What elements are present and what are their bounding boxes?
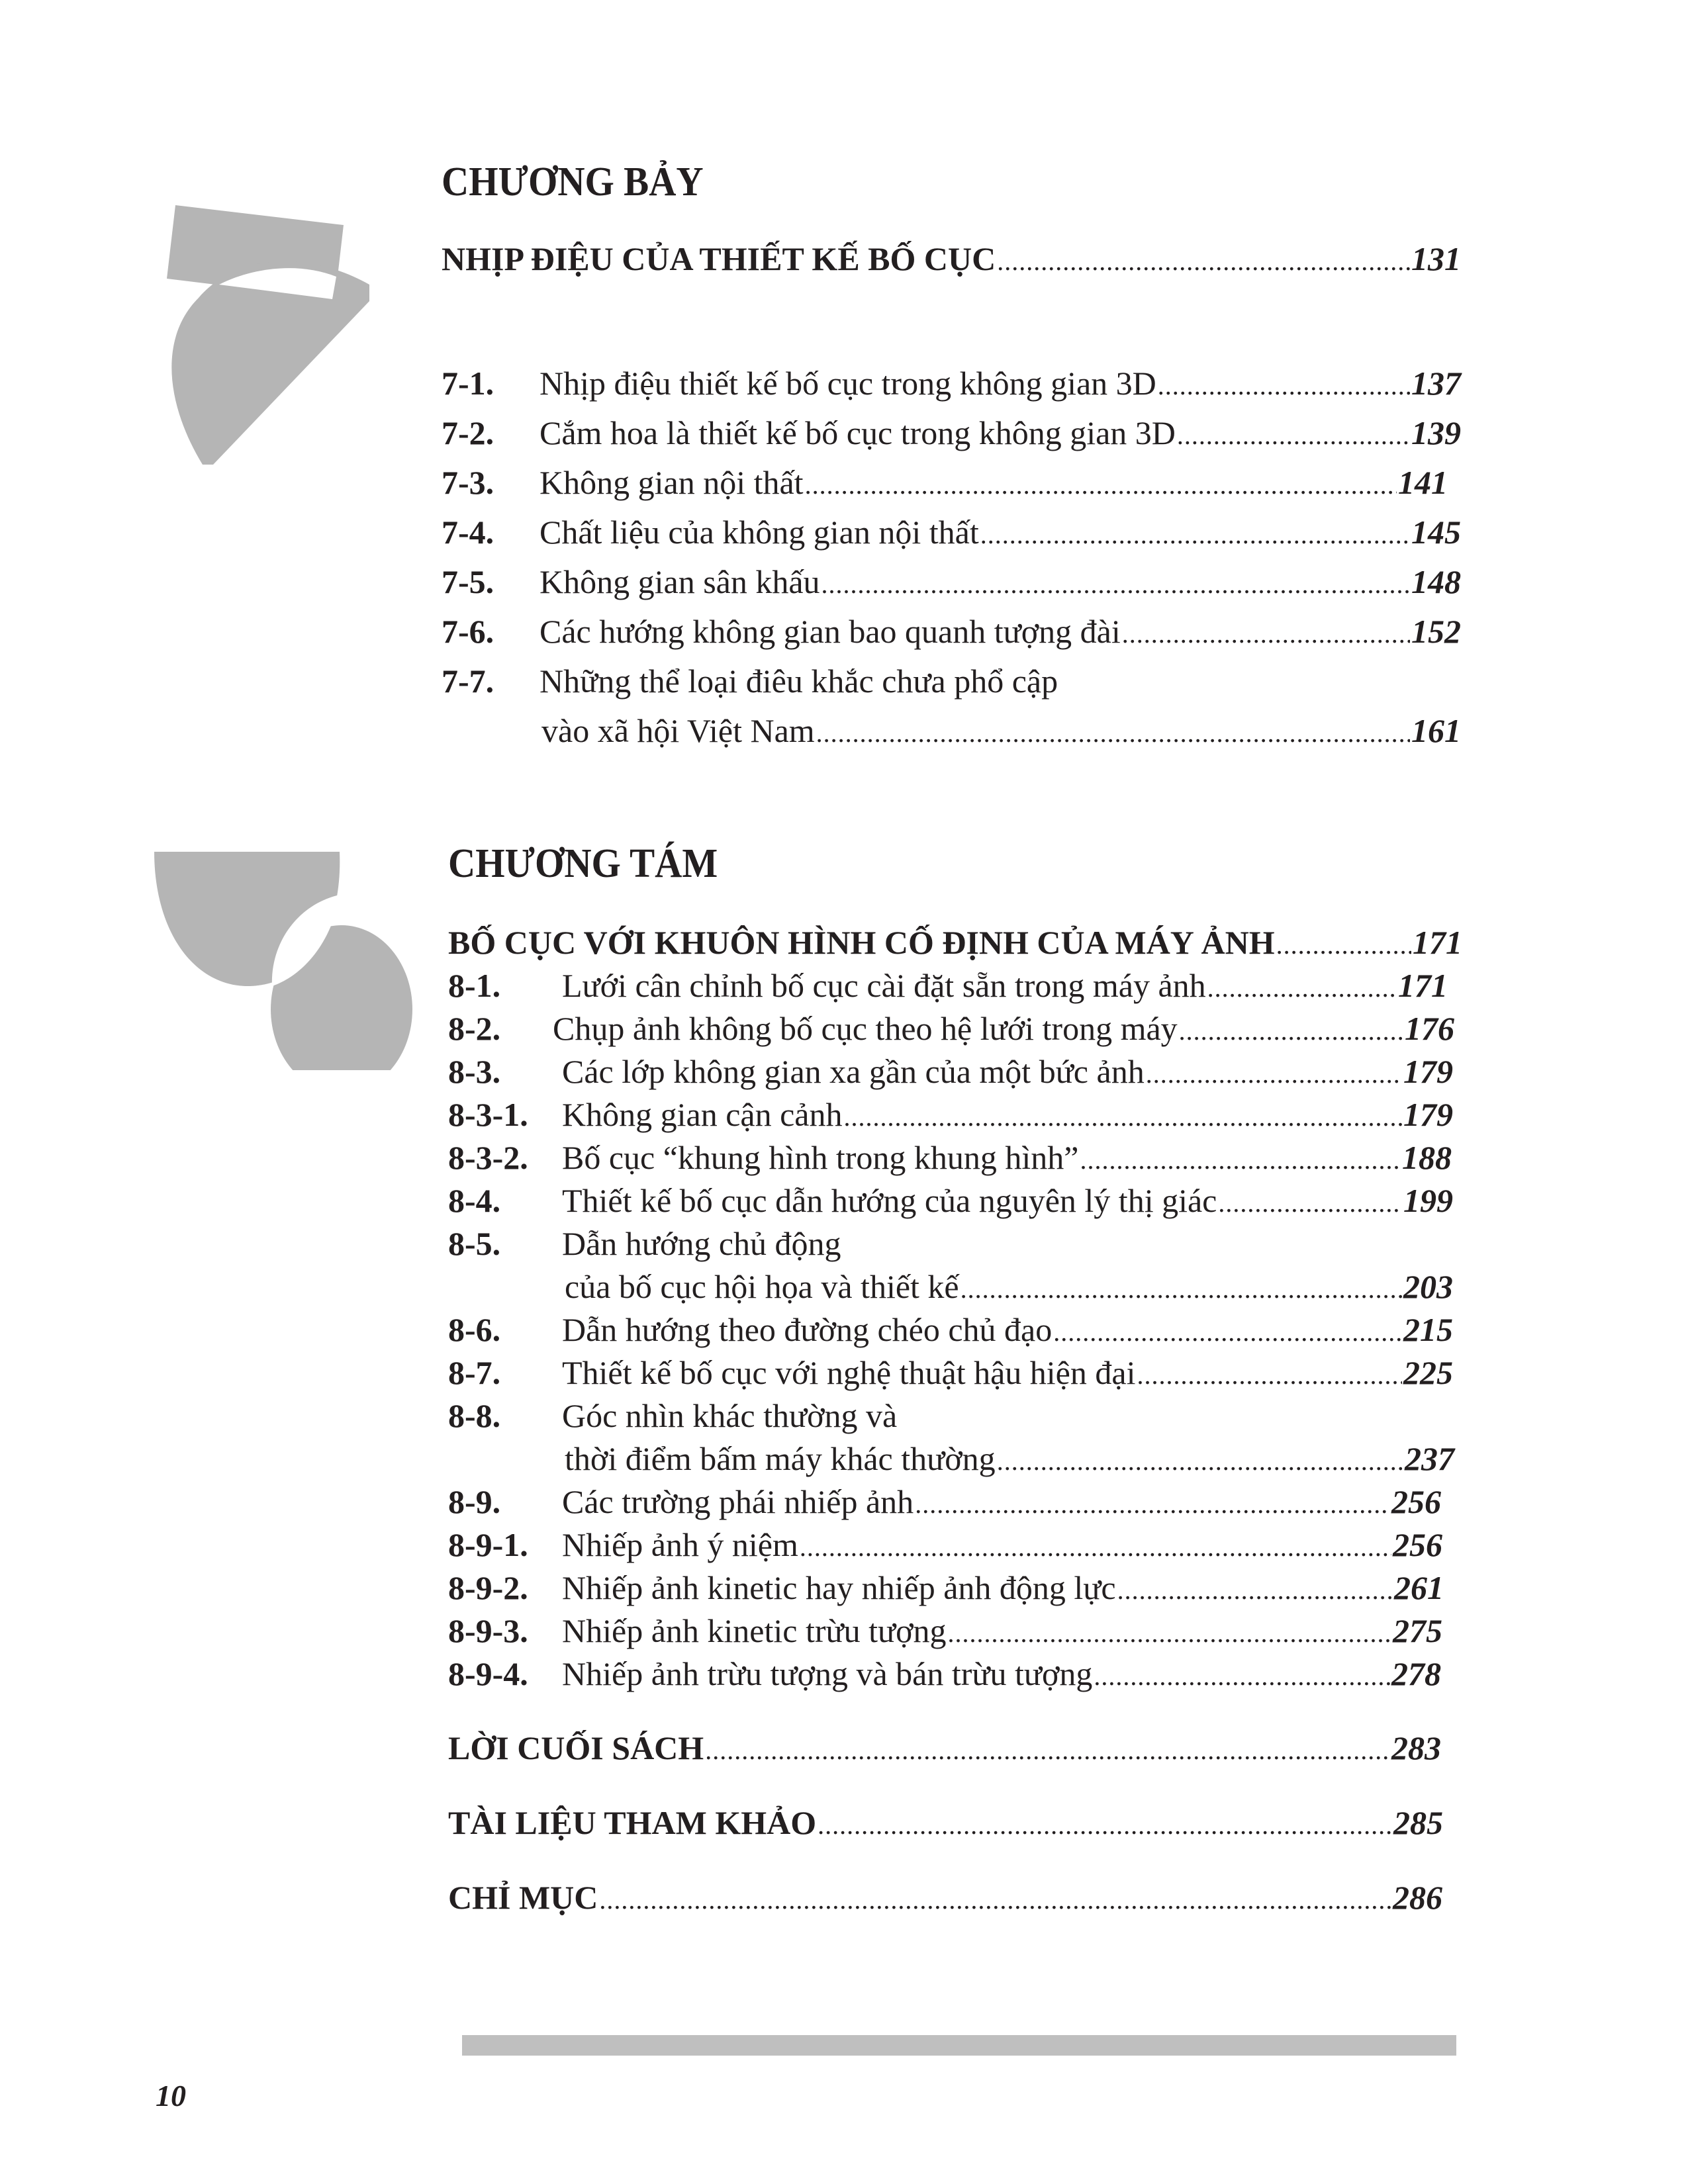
page-number: 10 xyxy=(156,2079,186,2113)
chapter-8-heading: CHƯƠNG TÁM xyxy=(448,841,718,886)
toc-page-number: 141 xyxy=(1398,464,1448,501)
toc-page-number: 225 xyxy=(1403,1354,1453,1391)
toc-leader-dots xyxy=(1117,1574,1393,1606)
toc-entry-text: Nhiếp ảnh kinetic hay nhiếp ảnh động lực xyxy=(562,1569,1116,1606)
toc-page-number: 148 xyxy=(1411,563,1461,600)
toc-entry-number: 8-7. xyxy=(448,1354,501,1391)
toc-entry[interactable] xyxy=(448,966,1448,1005)
toc-entry-number: 8-9. xyxy=(448,1483,501,1520)
toc-page-number: 286 xyxy=(1393,1879,1442,1916)
toc-entry[interactable] xyxy=(442,612,1461,651)
toc-entry-text: Nhịp điệu thiết kế bố cục trong không gian 3D xyxy=(539,365,1156,402)
toc-leader-dots xyxy=(1146,1058,1402,1089)
toc-leader-dots xyxy=(948,1617,1391,1649)
toc-entry-text: LỜI CUỐI SÁCH xyxy=(448,1729,704,1766)
toc-entry-text: của bố cục hội họa và thiết kế xyxy=(565,1268,959,1305)
toc-entry-number: 8-3-2. xyxy=(448,1139,528,1176)
toc-leader-dots xyxy=(1053,1316,1402,1347)
toc-entry-text: Thiết kế bố cục với nghệ thuật hậu hiện đại xyxy=(562,1354,1136,1391)
toc-entry-text: Nhiếp ảnh kinetic trừu tượng xyxy=(562,1612,947,1649)
toc-entry-number: 8-9-1. xyxy=(448,1526,528,1563)
toc-entry-number: 8-4. xyxy=(448,1182,501,1219)
toc-entry[interactable] xyxy=(442,364,1461,402)
toc-entry[interactable] xyxy=(442,414,1461,452)
toc-leader-dots xyxy=(1276,929,1411,960)
toc-entry-text: Dẫn hướng theo đường chéo chủ đạo xyxy=(562,1311,1053,1348)
chapter-7-title-row[interactable] xyxy=(442,240,1461,278)
toc-leader-dots xyxy=(997,1445,1403,1477)
toc-entry-number: 7-6. xyxy=(442,613,494,650)
toc-entry[interactable] xyxy=(442,513,1461,551)
toc-entry-text: CHỈ MỤC xyxy=(448,1879,598,1916)
chapter-eight-graphic-icon xyxy=(154,852,416,1070)
toc-leader-dots xyxy=(818,1809,1392,1841)
toc-entry-continuation[interactable] xyxy=(565,1267,1453,1306)
toc-entry-afterword[interactable] xyxy=(448,1729,1441,1767)
toc-entry-text: Góc nhìn khác thường và xyxy=(562,1397,898,1434)
toc-leader-dots xyxy=(816,717,1410,749)
toc-leader-dots xyxy=(915,1488,1390,1520)
toc-entry[interactable] xyxy=(448,1569,1444,1607)
toc-page-number: 161 xyxy=(1411,712,1461,749)
toc-entry-text: Không gian cận cảnh xyxy=(562,1096,843,1133)
toc-leader-dots xyxy=(980,519,1410,550)
toc-page-number: 131 xyxy=(1411,240,1461,277)
toc-entry-number: 7-4. xyxy=(442,514,494,551)
toc-entry-number: 8-8. xyxy=(448,1397,501,1434)
toc-entry-text: Bố cục “khung hình trong khung hình” xyxy=(562,1139,1079,1176)
toc-entry-text: Dẫn hướng chủ động xyxy=(562,1225,841,1262)
toc-entry[interactable] xyxy=(448,1655,1441,1693)
toc-entry[interactable] xyxy=(448,1181,1453,1220)
toc-entry-number: 8-5. xyxy=(448,1225,501,1262)
toc-page-number: 256 xyxy=(1393,1526,1442,1563)
toc-entry-index[interactable] xyxy=(448,1878,1442,1917)
toc-page-number: 188 xyxy=(1402,1139,1452,1176)
toc-entry[interactable] xyxy=(448,1009,1454,1048)
toc-page-number: 275 xyxy=(1393,1612,1442,1649)
toc-entry[interactable] xyxy=(448,1138,1452,1177)
toc-leader-dots xyxy=(1094,1661,1390,1692)
toc-page-number: 285 xyxy=(1393,1804,1443,1841)
toc-entry-continuation[interactable] xyxy=(565,1439,1454,1478)
toc-entry-number: 7-2. xyxy=(442,414,494,451)
chapter-7-heading: CHƯƠNG BẢY xyxy=(442,159,704,205)
toc-leader-dots xyxy=(843,1101,1402,1132)
toc-entry[interactable] xyxy=(448,1224,1453,1263)
toc-entry-text: Lưới cân chỉnh bố cục cài đặt sẵn trong máy ảnh xyxy=(562,967,1206,1004)
toc-entry-text: Cắm hoa là thiết kế bố cục trong không gian 3D xyxy=(539,414,1176,451)
toc-page-number: 215 xyxy=(1403,1311,1453,1348)
toc-entry-text: Những thể loại điêu khắc chưa phổ cập xyxy=(539,662,1058,700)
toc-entry[interactable] xyxy=(448,1095,1453,1134)
toc-leader-dots xyxy=(800,1531,1391,1563)
toc-page-number: 199 xyxy=(1403,1182,1453,1219)
toc-entry-number: 8-1. xyxy=(448,967,501,1004)
toc-entry-references[interactable] xyxy=(448,1803,1443,1842)
toc-entry[interactable] xyxy=(448,1612,1442,1650)
toc-leader-dots xyxy=(997,246,1410,277)
chapter-seven-graphic-icon xyxy=(159,205,377,470)
toc-leader-dots xyxy=(961,1273,1402,1304)
toc-entry-number: 7-7. xyxy=(442,662,494,700)
toc-page-number: 237 xyxy=(1405,1440,1454,1477)
toc-leader-dots xyxy=(1158,370,1410,401)
toc-page-number: 152 xyxy=(1411,613,1461,650)
toc-entry-number: 8-3. xyxy=(448,1053,501,1090)
toc-leader-dots xyxy=(1122,618,1410,649)
toc-entry-text: BỐ CỤC VỚI KHUÔN HÌNH CỐ ĐỊNH CỦA MÁY ẢNH xyxy=(448,924,1275,961)
toc-page-number: 179 xyxy=(1403,1096,1453,1133)
toc-entry[interactable] xyxy=(442,563,1461,601)
toc-entry[interactable] xyxy=(448,1310,1453,1349)
toc-page-number: 283 xyxy=(1391,1729,1441,1766)
toc-page-number: 256 xyxy=(1391,1483,1441,1520)
toc-entry-continuation[interactable] xyxy=(541,711,1461,750)
toc-page-number: 176 xyxy=(1405,1010,1454,1047)
toc-entry-number: 8-6. xyxy=(448,1311,501,1348)
toc-entry-text: Nhiếp ảnh ý niệm xyxy=(562,1526,798,1563)
toc-entry-text: Các lớp không gian xa gần của một bức ảnh xyxy=(562,1053,1145,1090)
toc-page-number: 145 xyxy=(1411,514,1461,551)
toc-entry-text: Không gian nội thất xyxy=(539,464,804,501)
toc-entry-number: 8-9-3. xyxy=(448,1612,528,1649)
toc-leader-dots xyxy=(805,469,1397,500)
toc-entry-number: 7-1. xyxy=(442,365,494,402)
toc-entry[interactable] xyxy=(448,1353,1453,1392)
toc-entry[interactable] xyxy=(448,1525,1442,1564)
toc-entry-text: Thiết kế bố cục dẫn hướng của nguyên lý thị giác xyxy=(562,1182,1217,1219)
toc-leader-dots xyxy=(821,569,1410,600)
toc-entry-text: Các hướng không gian bao quanh tượng đài xyxy=(539,613,1121,650)
toc-entry-text: Chụp ảnh không bố cục theo hệ lưới trong máy xyxy=(553,1010,1178,1047)
toc-entry-text: NHỊP ĐIỆU CỦA THIẾT KẾ BỐ CỤC xyxy=(442,240,996,277)
toc-entry-number: 8-9-2. xyxy=(448,1569,528,1606)
toc-entry-text: thời điểm bấm máy khác thường xyxy=(565,1440,996,1477)
toc-page-number: 179 xyxy=(1403,1053,1453,1090)
toc-entry-number: 7-3. xyxy=(442,464,494,501)
toc-entry-text: TÀI LIỆU THAM KHẢO xyxy=(448,1804,817,1841)
toc-entry[interactable] xyxy=(448,1052,1453,1091)
toc-entry[interactable] xyxy=(448,1396,1453,1435)
toc-entry[interactable] xyxy=(442,662,1461,700)
toc-entry-number: 7-5. xyxy=(442,563,494,600)
toc-page-number: 278 xyxy=(1391,1655,1441,1692)
toc-entry-text: vào xã hội Việt Nam xyxy=(541,712,815,749)
toc-leader-dots xyxy=(1177,420,1410,451)
toc-leader-dots xyxy=(599,1884,1391,1915)
toc-entry-text: Chất liệu của không gian nội thất xyxy=(539,514,979,551)
toc-leader-dots xyxy=(1179,1015,1403,1046)
toc-entry-number: 8-2. xyxy=(448,1010,501,1047)
toc-page-number: 137 xyxy=(1411,365,1461,402)
toc-page-number: 139 xyxy=(1411,414,1461,451)
toc-leader-dots xyxy=(1218,1187,1402,1218)
toc-entry-text: Không gian sân khấu xyxy=(539,563,820,600)
toc-page-number: 171 xyxy=(1413,924,1462,961)
toc-page-number: 261 xyxy=(1394,1569,1444,1606)
toc-leader-dots xyxy=(705,1735,1390,1766)
chapter-8-title-row[interactable] xyxy=(448,923,1462,962)
toc-entry[interactable] xyxy=(442,463,1448,502)
toc-entry-number: 8-9-4. xyxy=(448,1655,528,1692)
toc-entry-text: Các trường phái nhiếp ảnh xyxy=(562,1483,914,1520)
footer-divider-bar xyxy=(462,2035,1456,2056)
toc-page-number: 203 xyxy=(1403,1268,1453,1305)
toc-leader-dots xyxy=(1207,972,1397,1003)
toc-leader-dots xyxy=(1137,1359,1402,1390)
toc-entry[interactable] xyxy=(448,1482,1441,1521)
toc-leader-dots xyxy=(1080,1144,1401,1175)
toc-entry-text: Nhiếp ảnh trừu tượng và bán trừu tượng xyxy=(562,1655,1093,1692)
toc-page-number: 171 xyxy=(1398,967,1448,1004)
toc-entry-number: 8-3-1. xyxy=(448,1096,528,1133)
